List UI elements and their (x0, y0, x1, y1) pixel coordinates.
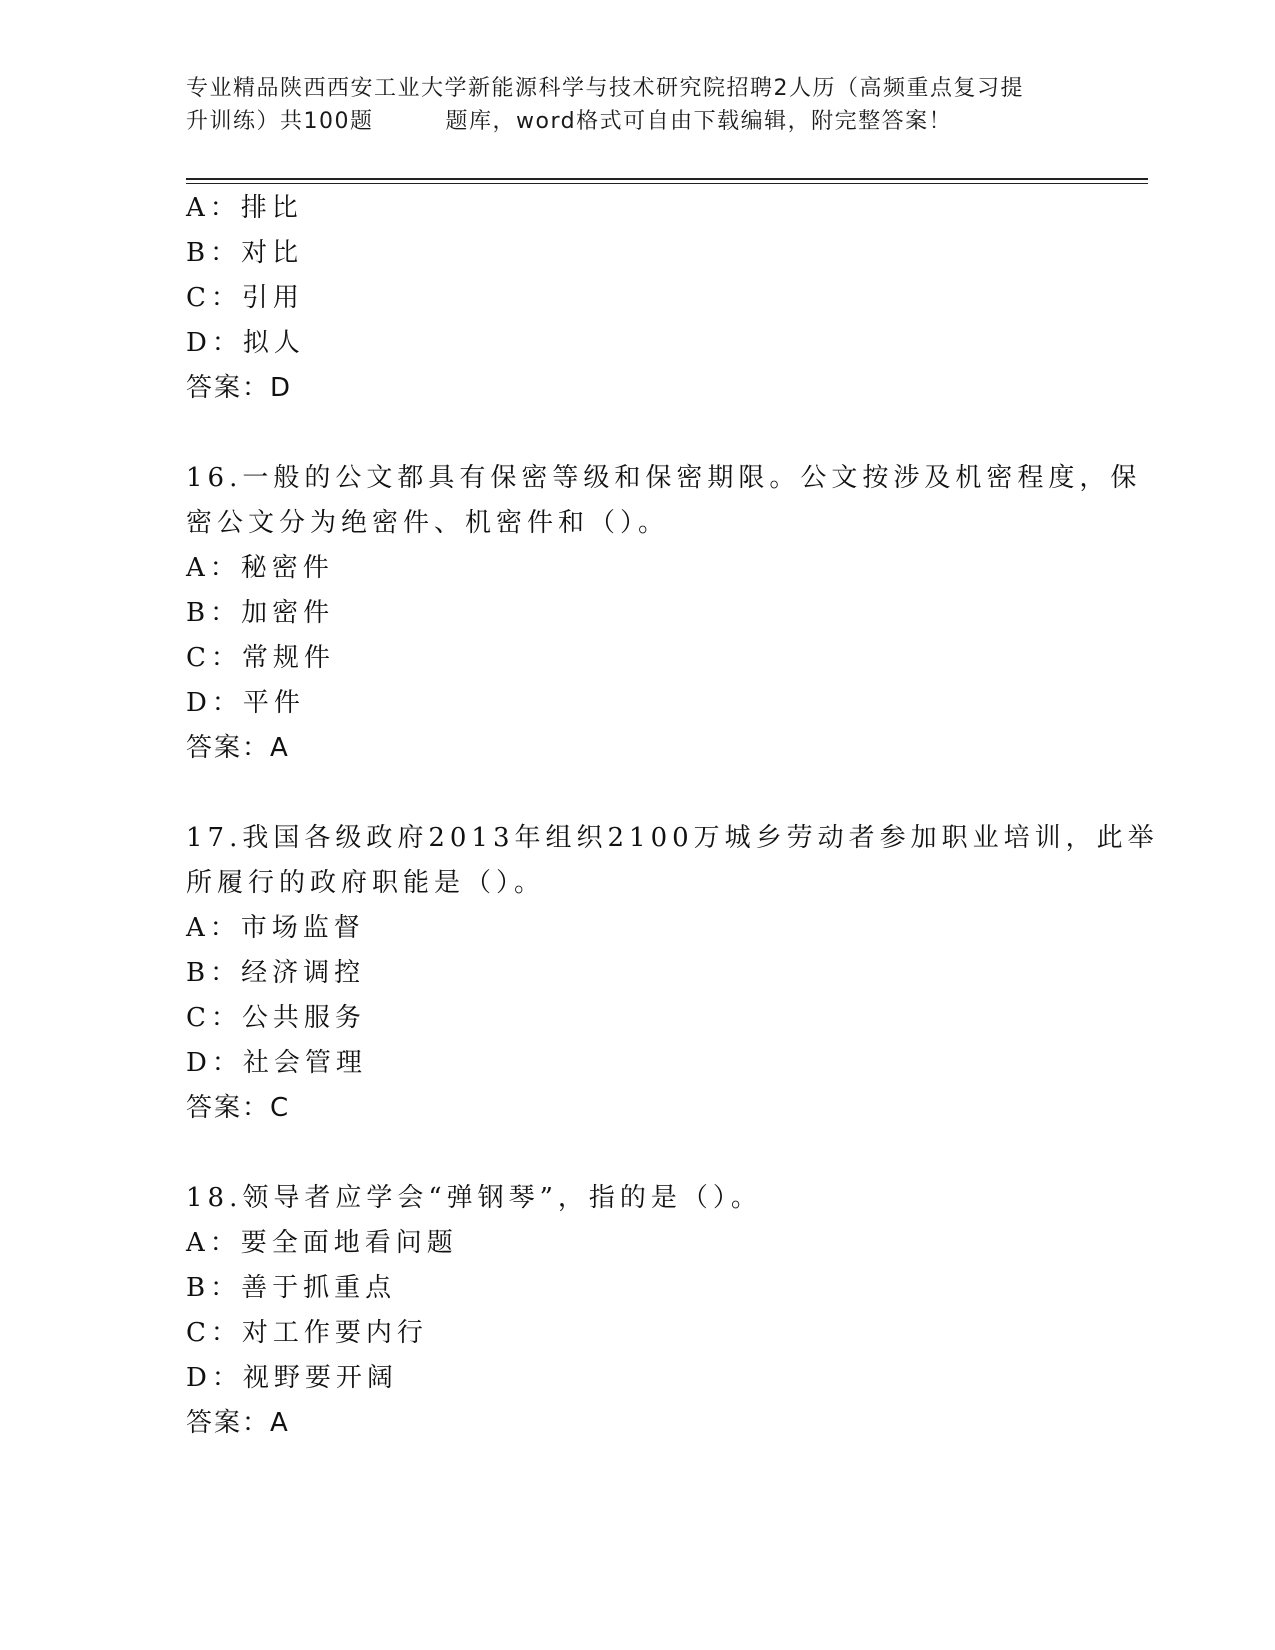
header-title-line-2 (186, 105, 1086, 138)
q17-option-d: D：社会管理 (186, 1048, 367, 1078)
q17-option-c: C：公共服务 (186, 1003, 366, 1033)
q16-stem-line-2: 密公文分为绝密件、机密件和（）。 (186, 508, 670, 538)
q16-stem-line-1: 16.一般的公文都具有保密等级和保密期限。公文按涉及机密程度，保 (186, 463, 1142, 493)
document-header (186, 72, 1086, 138)
q16-option-b: B：加密件 (186, 598, 335, 628)
q18-option-d: D：视野要开阔 (186, 1363, 398, 1393)
q15-option-c: C：引用 (186, 283, 304, 313)
header-divider-thick (186, 178, 1148, 180)
q18-option-a: A：要全面地看问题 (186, 1228, 458, 1258)
q18-option-b: B：善于抓重点 (186, 1273, 397, 1303)
header-title-part-a: 升训练）共100题 (186, 109, 374, 134)
q15-option-d: D：拟人 (186, 328, 305, 358)
q18-option-c: C：对工作要内行 (186, 1318, 428, 1348)
q16-option-d: D：平件 (186, 688, 305, 718)
header-divider-thin (186, 183, 1148, 184)
q18-stem-line-1: 18.领导者应学会“弹钢琴”，指的是（）。 (186, 1183, 762, 1213)
q18-answer: 答案：A (186, 1408, 290, 1438)
header-title-part-b: 题库，word格式可自由下载编辑，附完整答案！ (445, 109, 953, 134)
header-title-line-1: 专业精品陕西西安工业大学新能源科学与技术研究院招聘2人历（高频重点复习提 (186, 76, 1024, 101)
q15-option-a: A：排比 (186, 193, 303, 223)
q15-answer: 答案：D (186, 373, 293, 403)
q17-answer: 答案：C (186, 1093, 291, 1123)
q16-answer: 答案：A (186, 733, 290, 763)
q17-stem-line-1: 17.我国各级政府2013年组织2100万城乡劳动者参加职业培训，此举 (186, 823, 1159, 853)
q16-option-a: A：秘密件 (186, 553, 334, 583)
q15-option-b: B：对比 (186, 238, 304, 268)
q16-option-c: C：常规件 (186, 643, 335, 673)
q17-stem-line-2: 所履行的政府职能是（）。 (186, 868, 546, 898)
q17-option-b: B：经济调控 (186, 958, 366, 988)
q17-option-a: A：市场监督 (186, 913, 365, 943)
